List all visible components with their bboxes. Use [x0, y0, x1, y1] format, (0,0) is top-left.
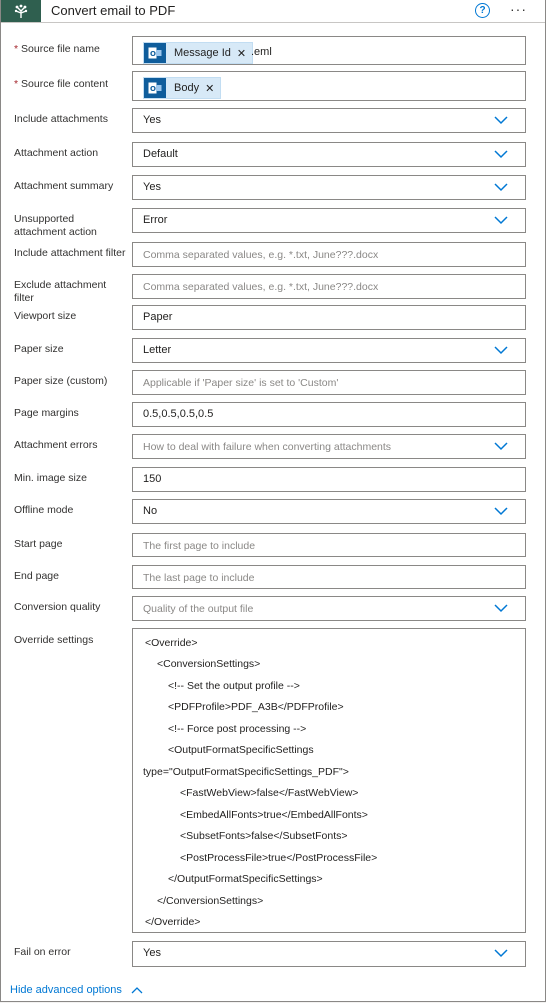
exclude-attachment-filter-label: Exclude attachment filter: [14, 279, 107, 304]
chevron-down-icon[interactable]: [494, 115, 508, 125]
start-page-label: Start page: [14, 538, 63, 550]
source-file-name-label: * Source file name: [14, 43, 100, 55]
remove-token-icon[interactable]: ✕: [205, 82, 215, 95]
offline-mode-label: Offline mode: [14, 504, 74, 516]
chevron-up-icon: [131, 986, 143, 994]
paper-size-custom-label: Paper size (custom): [14, 375, 108, 387]
code-line: <OutputFormatSpecificSettings: [168, 744, 314, 756]
chevron-down-icon[interactable]: [494, 345, 508, 355]
unsupported-attachment-action-label: Unsupported attachment action: [14, 213, 97, 238]
offline-mode-dropdown[interactable]: [132, 499, 526, 524]
chevron-down-icon[interactable]: [494, 441, 508, 451]
chevron-down-icon[interactable]: [494, 603, 508, 613]
conversion-quality-label: Conversion quality: [14, 601, 101, 613]
code-line: <Override>: [145, 637, 198, 649]
min-image-size-label: Min. image size: [14, 472, 87, 484]
end-page-input[interactable]: [132, 565, 526, 589]
code-line: <FastWebView>false</FastWebView>: [180, 787, 359, 799]
start-page-input[interactable]: [132, 533, 526, 557]
input-placeholder: Applicable if 'Paper size' is set to 'Custom': [143, 377, 339, 389]
message-id-token[interactable]: [143, 42, 253, 64]
input-placeholder: Comma separated values, e.g. *.txt, June???.docx: [143, 249, 379, 261]
token-label: Body: [174, 82, 200, 94]
connector-logo-icon: [1, 0, 41, 22]
override-settings-label: Override settings: [14, 634, 94, 646]
source-file-content-field[interactable]: [132, 71, 526, 101]
hide-advanced-options-link[interactable]: [10, 984, 143, 996]
end-page-label: End page: [14, 570, 59, 582]
input-value: Paper: [143, 311, 173, 323]
chevron-down-icon[interactable]: [494, 948, 508, 958]
code-line: <PostProcessFile>true</PostProcessFile>: [180, 852, 378, 864]
attachment-errors-dropdown[interactable]: [132, 434, 526, 459]
attachment-action-dropdown[interactable]: [132, 142, 526, 167]
paper-size-custom-input[interactable]: [132, 370, 526, 395]
dropdown-value: Yes: [143, 114, 161, 126]
code-line: </Override>: [145, 916, 201, 928]
input-value: 0.5,0.5,0.5,0.5: [143, 408, 214, 420]
page-margins-input[interactable]: [132, 402, 526, 427]
input-placeholder: Comma separated values, e.g. *.txt, June???.docx: [143, 281, 379, 293]
source-file-name-field[interactable]: [132, 36, 526, 65]
code-line: <ConversionSettings>: [157, 658, 261, 670]
dropdown-value: Error: [143, 214, 168, 226]
dropdown-placeholder: Quality of the output file: [143, 603, 254, 615]
page-margins-label: Page margins: [14, 407, 79, 419]
dropdown-value: Yes: [143, 181, 161, 193]
dropdown-value: Yes: [143, 947, 161, 959]
code-line: <!-- Force post processing -->: [168, 723, 307, 735]
code-line: </ConversionSettings>: [157, 895, 264, 907]
conversion-quality-dropdown[interactable]: [132, 596, 526, 621]
exclude-attachment-filter-input[interactable]: [132, 274, 526, 299]
svg-text:O: O: [150, 85, 156, 93]
attachment-action-label: Attachment action: [14, 147, 99, 159]
code-line: <EmbedAllFonts>true</EmbedAllFonts>: [180, 809, 368, 821]
code-line: <PDFProfile>PDF_A3B</PDFProfile>: [168, 701, 344, 713]
code-line: type="OutputFormatSpecificSettings_PDF">: [143, 766, 349, 778]
code-line: <SubsetFonts>false</SubsetFonts>: [180, 830, 348, 842]
override-settings-textarea[interactable]: [132, 628, 526, 933]
dropdown-placeholder: How to deal with failure when converting attachments: [143, 441, 392, 453]
code-line: </OutputFormatSpecificSettings>: [168, 873, 323, 885]
attachment-errors-label: Attachment errors: [14, 439, 98, 451]
outlook-icon: [144, 43, 166, 63]
help-icon[interactable]: ?: [475, 3, 490, 18]
viewport-size-input[interactable]: [132, 305, 526, 330]
dropdown-value: Default: [143, 148, 178, 160]
source-file-content-label: * Source file content: [14, 78, 108, 90]
input-placeholder: The first page to include: [143, 540, 256, 552]
input-value: 150: [143, 473, 162, 485]
attachment-summary-dropdown[interactable]: [132, 175, 526, 200]
hide-advanced-options-label: Hide advanced options: [10, 984, 122, 996]
fail-on-error-dropdown[interactable]: [132, 941, 526, 967]
remove-token-icon[interactable]: ✕: [236, 47, 247, 60]
outlook-icon: [144, 78, 166, 98]
include-attachments-dropdown[interactable]: [132, 108, 526, 133]
attachment-summary-label: Attachment summary: [14, 180, 114, 192]
paper-size-label: Paper size: [14, 343, 64, 355]
dropdown-value: Letter: [143, 344, 172, 356]
chevron-down-icon[interactable]: [494, 215, 508, 225]
action-title[interactable]: Convert email to PDF: [51, 3, 176, 18]
fail-on-error-label: Fail on error: [14, 946, 71, 958]
card-header[interactable]: [1, 0, 545, 23]
min-image-size-input[interactable]: [132, 467, 526, 492]
include-attachment-filter-input[interactable]: [132, 242, 526, 267]
body-token[interactable]: [143, 77, 221, 99]
chevron-down-icon[interactable]: [494, 506, 508, 516]
file-extension: .eml: [251, 46, 272, 58]
paper-size-dropdown[interactable]: [132, 338, 526, 363]
dropdown-value: No: [143, 505, 158, 517]
unsupported-attachment-action-dropdown[interactable]: [132, 208, 526, 233]
chevron-down-icon[interactable]: [494, 182, 508, 192]
svg-text:O: O: [150, 50, 156, 58]
input-placeholder: The last page to include: [143, 572, 255, 584]
token-label: Message Id: [174, 47, 231, 59]
code-line: <!-- Set the output profile -->: [168, 680, 300, 692]
viewport-size-label: Viewport size: [14, 310, 77, 322]
include-attachments-label: Include attachments: [14, 113, 108, 125]
include-attachment-filter-label: Include attachment filter: [14, 247, 126, 259]
chevron-down-icon[interactable]: [494, 149, 508, 159]
more-options-icon[interactable]: ···: [510, 1, 527, 17]
